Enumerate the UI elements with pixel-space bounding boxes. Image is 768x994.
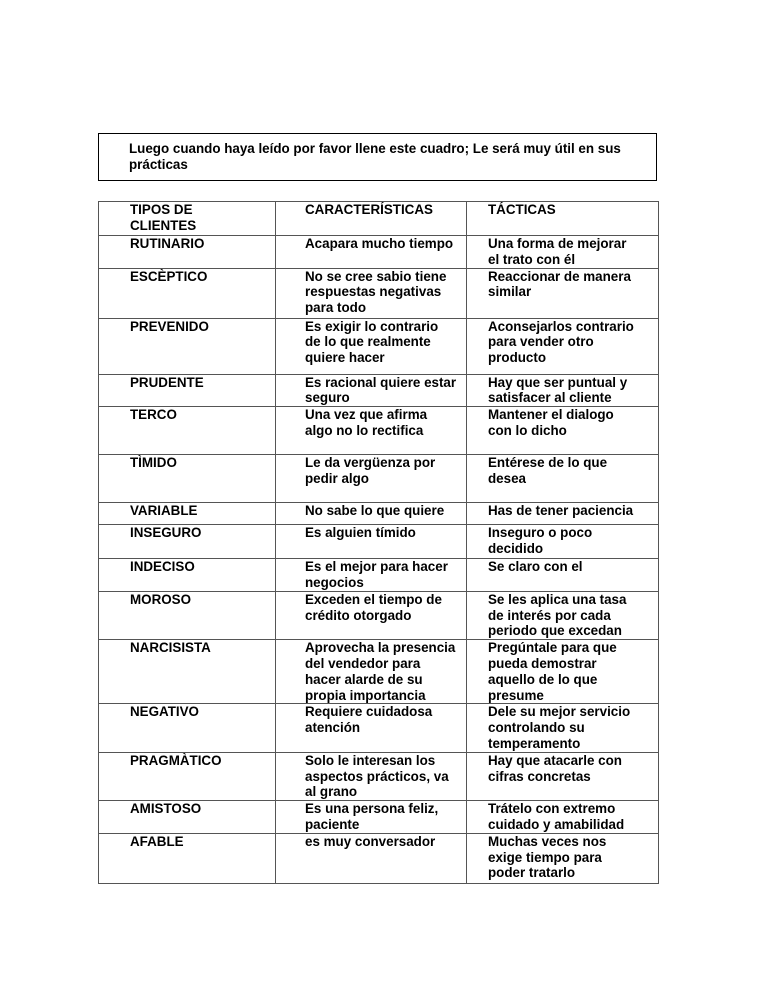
- cell-line: presume: [488, 687, 544, 703]
- cell-tacticas: [467, 455, 659, 503]
- cell-line: Hay que ser puntual y: [488, 374, 628, 390]
- cell-line: desea: [488, 470, 526, 486]
- cell-line: pedir algo: [305, 470, 369, 486]
- cell-tacticas: [467, 374, 659, 407]
- cell-line: Aconsejarlos contrario: [488, 318, 634, 334]
- header-caracteristicas: [276, 202, 467, 236]
- cell-line: PREVENIDO: [130, 318, 209, 334]
- cell-caracteristicas: [276, 640, 467, 704]
- cell-line: Entérese de lo que: [488, 455, 608, 471]
- cell-line: es muy conversador: [305, 833, 436, 849]
- cell-caracteristicas: [276, 455, 467, 503]
- cell-line: decidido: [488, 540, 544, 556]
- cell-line: INSEGURO: [130, 525, 202, 541]
- cell-line: CLIENTES: [130, 217, 197, 233]
- cell-line: negocios: [305, 574, 364, 590]
- cell-line: propia importancia: [305, 687, 426, 703]
- cell-line: TÁCTICAS: [488, 202, 556, 217]
- cell-line: respuestas negativas: [305, 284, 442, 300]
- cell-line: crédito otorgado: [305, 607, 412, 623]
- cell-line: exige tiempo para: [488, 849, 602, 865]
- cell-line: ESCÈPTICO: [130, 268, 208, 284]
- instruction-line-2: prácticas: [129, 157, 188, 172]
- cell-line: de interés por cada: [488, 607, 611, 623]
- cell-line: aquello de lo que: [488, 671, 598, 687]
- cell-line: pueda demostrar: [488, 655, 597, 671]
- cell-tipo: [99, 833, 276, 883]
- table-row: [99, 591, 659, 639]
- cell-caracteristicas: [276, 704, 467, 752]
- cell-line: TÌMIDO: [130, 455, 177, 471]
- table-header-row: [99, 202, 659, 236]
- cell-tipo: [99, 455, 276, 503]
- instruction-line-1: Luego cuando haya leído por favor llene este cuadro; Le será muy útil en sus: [129, 141, 621, 156]
- cell-line: INDECISO: [130, 559, 195, 575]
- cell-line: NEGATIVO: [130, 704, 199, 720]
- cell-tipo: [99, 559, 276, 592]
- cell-caracteristicas: [276, 801, 467, 834]
- cell-caracteristicas: [276, 236, 467, 269]
- cell-line: Le da vergüenza por: [305, 455, 436, 471]
- cell-line: atención: [305, 720, 361, 736]
- cell-line: al grano: [305, 784, 358, 800]
- cell-tipo: [99, 752, 276, 800]
- table-row: [99, 455, 659, 503]
- cell-line: AMISTOSO: [130, 801, 202, 817]
- cell-caracteristicas: [276, 525, 467, 559]
- cell-line: de lo que realmente: [305, 334, 431, 350]
- cell-line: PRAGMÀTICO: [130, 752, 222, 768]
- cell-line: TERCO: [130, 407, 177, 423]
- cell-line: producto: [488, 350, 547, 366]
- cell-line: CARACTERÍSTICAS: [305, 202, 433, 217]
- cell-tipo: [99, 503, 276, 525]
- table-row: [99, 318, 659, 374]
- cell-caracteristicas: [276, 591, 467, 639]
- cell-line: Requiere cuidadosa: [305, 704, 433, 720]
- cell-line: con lo dicho: [488, 422, 567, 438]
- cell-line: algo no lo rectifica: [305, 422, 424, 438]
- table-row: [99, 525, 659, 559]
- table-row: [99, 833, 659, 883]
- table-row: [99, 503, 659, 525]
- table-row: [99, 801, 659, 834]
- cell-tacticas: [467, 833, 659, 883]
- cell-tacticas: [467, 407, 659, 455]
- header-tipos-de-clientes: [99, 202, 276, 236]
- table-row: [99, 236, 659, 269]
- cell-line: TIPOS DE: [130, 202, 193, 217]
- cell-line: Es una persona feliz,: [305, 801, 439, 817]
- cell-line: Acapara mucho tiempo: [305, 236, 454, 251]
- cell-line: paciente: [305, 816, 360, 832]
- cell-line: Dele su mejor servicio: [488, 704, 631, 720]
- cell-line: Inseguro o poco: [488, 525, 593, 541]
- cell-caracteristicas: [276, 752, 467, 800]
- header-tacticas: [467, 202, 659, 236]
- cell-line: Es exigir lo contrario: [305, 318, 439, 334]
- cell-line: temperamento: [488, 735, 581, 751]
- cell-line: MOROSO: [130, 591, 192, 607]
- cell-line: VARIABLE: [130, 503, 198, 519]
- cell-line: poder tratarlo: [488, 865, 576, 881]
- cell-line: Muchas veces nos: [488, 833, 607, 849]
- cell-line: Una vez que afirma: [305, 407, 428, 423]
- cell-tacticas: [467, 801, 659, 834]
- cell-line: cifras concretas: [488, 768, 591, 784]
- cell-line: RUTINARIO: [130, 236, 205, 251]
- cell-line: del vendedor para: [305, 655, 421, 671]
- table-row: [99, 374, 659, 407]
- cell-caracteristicas: [276, 268, 467, 318]
- cell-line: Se claro con el: [488, 559, 583, 575]
- cell-tacticas: [467, 640, 659, 704]
- cell-line: para todo: [305, 300, 367, 316]
- client-types-table-body: [99, 202, 659, 884]
- cell-caracteristicas: [276, 374, 467, 407]
- cell-tipo: [99, 801, 276, 834]
- cell-line: AFABLE: [130, 833, 184, 849]
- cell-line: Solo le interesan los: [305, 752, 436, 768]
- cell-line: quiere hacer: [305, 350, 385, 366]
- table-row: [99, 704, 659, 752]
- cell-line: satisfacer al cliente: [488, 390, 612, 406]
- cell-tacticas: [467, 525, 659, 559]
- cell-line: aspectos prácticos, va: [305, 768, 449, 784]
- cell-line: hacer alarde de su: [305, 671, 423, 687]
- cell-line: seguro: [305, 390, 350, 406]
- cell-line: No se cree sabio tiene: [305, 268, 447, 284]
- cell-line: Pregúntale para que: [488, 640, 617, 656]
- cell-caracteristicas: [276, 407, 467, 455]
- table-row: [99, 559, 659, 592]
- cell-tacticas: [467, 236, 659, 269]
- table-row: [99, 268, 659, 318]
- cell-line: Mantener el dialogo: [488, 407, 614, 423]
- cell-line: el trato con él: [488, 251, 576, 267]
- cell-line: Es racional quiere estar: [305, 374, 457, 390]
- cell-tipo: [99, 268, 276, 318]
- cell-tacticas: [467, 503, 659, 525]
- cell-line: Aprovecha la presencia: [305, 640, 456, 656]
- cell-line: para vender otro: [488, 334, 594, 350]
- cell-tipo: [99, 640, 276, 704]
- cell-line: controlando su: [488, 720, 585, 736]
- cell-line: PRUDENTE: [130, 374, 204, 390]
- cell-tipo: [99, 407, 276, 455]
- table-row: [99, 640, 659, 704]
- client-types-table: [98, 201, 659, 884]
- cell-line: Hay que atacarle con: [488, 752, 622, 768]
- cell-line: Se les aplica una tasa: [488, 591, 627, 607]
- cell-caracteristicas: [276, 559, 467, 592]
- table-row: [99, 407, 659, 455]
- cell-tacticas: [467, 591, 659, 639]
- cell-tipo: [99, 236, 276, 269]
- cell-tacticas: [467, 704, 659, 752]
- cell-line: Es alguien tímido: [305, 525, 416, 541]
- cell-tipo: [99, 318, 276, 374]
- instruction-box: [98, 133, 657, 181]
- cell-tacticas: [467, 268, 659, 318]
- cell-line: cuidado y amabilidad: [488, 816, 625, 832]
- cell-line: NARCISISTA: [130, 640, 211, 656]
- cell-caracteristicas: [276, 503, 467, 525]
- cell-tacticas: [467, 318, 659, 374]
- cell-tacticas: [467, 559, 659, 592]
- cell-line: Una forma de mejorar: [488, 236, 627, 251]
- cell-line: Exceden el tiempo de: [305, 591, 442, 607]
- cell-tacticas: [467, 752, 659, 800]
- cell-tipo: [99, 525, 276, 559]
- cell-line: Trátelo con extremo: [488, 801, 616, 817]
- cell-line: Es el mejor para hacer: [305, 559, 448, 575]
- cell-caracteristicas: [276, 318, 467, 374]
- cell-tipo: [99, 374, 276, 407]
- cell-tipo: [99, 704, 276, 752]
- cell-line: No sabe lo que quiere: [305, 503, 445, 519]
- cell-caracteristicas: [276, 833, 467, 883]
- cell-line: Has de tener paciencia: [488, 503, 634, 519]
- cell-line: periodo que excedan: [488, 623, 622, 639]
- cell-line: Reaccionar de manera: [488, 268, 631, 284]
- table-row: [99, 752, 659, 800]
- cell-line: similar: [488, 284, 532, 300]
- cell-tipo: [99, 591, 276, 639]
